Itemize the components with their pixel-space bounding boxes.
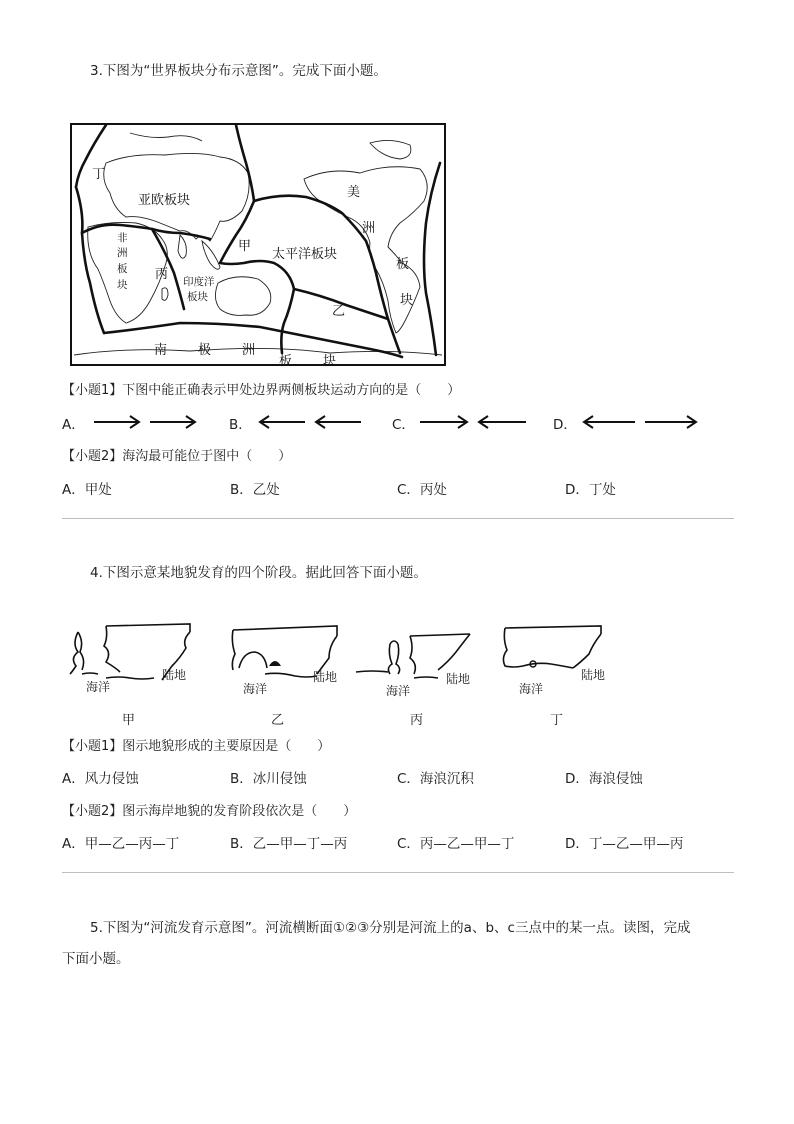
q3-sub1-stem: 【小题1】下图中能正确表示甲处边界两侧板块运动方向的是（ ）	[62, 383, 461, 398]
stage-yi-name: 乙	[271, 713, 285, 728]
stage-yi-sea-label: 海洋	[243, 682, 268, 696]
q3-sub2-option-b[interactable]: B．乙处	[230, 482, 280, 498]
option-c-label: C．	[392, 417, 415, 433]
map-label-american-1: 美	[347, 185, 361, 200]
cliff-stage-ding-drawing	[497, 618, 637, 693]
map-label-bing: 丙	[155, 267, 169, 282]
landform-stage-jia	[62, 618, 202, 730]
q3-title: 3.下图为“世界板块分布示意图”。完成下面小题。	[90, 63, 387, 79]
map-label-antarctic-3: 洲	[242, 343, 256, 358]
map-label-african-2: 洲	[117, 247, 128, 259]
q3-sub2-option-c[interactable]: C．丙处	[397, 482, 447, 498]
cliff-stage-bing-drawing	[352, 618, 492, 693]
map-label-indian-2: 板块	[187, 291, 208, 303]
q3-sub2-stem: 【小题2】海沟最可能位于图中（ ）	[62, 449, 292, 464]
q4-title: 4.下图示意某地貌发育的四个阶段。据此回答下面小题。	[90, 565, 427, 581]
map-label-american-3: 板	[396, 257, 410, 272]
map-label-yi: 乙	[332, 304, 346, 319]
q4-sub2-option-d[interactable]: D．丁—乙—甲—丙	[565, 836, 684, 852]
map-label-african-4: 块	[117, 279, 128, 291]
stage-yi-land-label: 陆地	[313, 670, 338, 684]
divider	[62, 872, 734, 873]
q4-sub1-stem: 【小题1】图示地貌形成的主要原因是（ ）	[62, 739, 331, 754]
stage-bing-land-label: 陆地	[446, 672, 471, 686]
map-label-pacific-plate: 太平洋板块	[272, 247, 338, 262]
q4-sub1-option-b[interactable]: B．冰川侵蚀	[230, 771, 307, 787]
q3-sub1-option-c[interactable]	[392, 412, 542, 432]
stage-ding-name: 丁	[550, 713, 564, 728]
q4-sub1-option-d[interactable]: D．海浪侵蚀	[565, 771, 643, 787]
q3-sub1-option-b[interactable]	[229, 412, 379, 432]
map-label-american-2: 洲	[362, 221, 376, 236]
stage-ding-sea-label: 海洋	[519, 682, 544, 696]
stage-bing-name: 丙	[410, 713, 424, 728]
world-plate-map	[70, 123, 446, 369]
map-label-american-4: 块	[400, 293, 414, 308]
landform-stage-ding	[497, 618, 637, 730]
landform-stage-yi	[225, 618, 365, 730]
option-a-label: A．	[62, 417, 85, 433]
arrow-pair-right-left-icon	[410, 412, 540, 432]
q4-sub2-option-a[interactable]: A．甲—乙—丙—丁	[62, 836, 180, 852]
arrow-pair-right-right-icon	[80, 412, 210, 432]
map-label-african-1: 非	[117, 232, 128, 244]
map-label-indian-1: 印度洋	[183, 276, 215, 288]
q4-sub2-option-c[interactable]: C．丙—乙—甲—丁	[397, 836, 515, 852]
map-label-eurasian-plate: 亚欧板块	[138, 193, 191, 208]
stage-bing-sea-label: 海洋	[386, 684, 411, 698]
stage-ding-land-label: 陆地	[581, 668, 606, 682]
arrow-pair-left-right-icon	[571, 412, 711, 432]
arrow-pair-left-left-icon	[247, 412, 377, 432]
map-label-jia: 甲	[238, 239, 252, 254]
option-d-label: D．	[553, 417, 577, 433]
divider	[62, 518, 734, 519]
stage-jia-sea-label: 海洋	[86, 680, 111, 694]
q5-title-line1: 5.下图为“河流发育示意图”。河流横断面①②③分别是河流上的a、b、c三点中的某一点。读图，完成	[90, 920, 691, 936]
map-label-antarctic-4: 板	[279, 354, 293, 369]
stage-jia-name: 甲	[122, 713, 136, 728]
q5-title-line2: 下面小题。	[62, 951, 130, 967]
stage-jia-land-label: 陆地	[162, 668, 187, 682]
q4-sub1-option-a[interactable]: A．风力侵蚀	[62, 771, 139, 787]
map-label-antarctic-1: 南	[154, 343, 168, 358]
landform-stage-bing	[352, 618, 492, 730]
q4-sub1-option-c[interactable]: C．海浪沉积	[397, 771, 474, 787]
q3-sub2-option-a[interactable]: A．甲处	[62, 482, 112, 498]
q3-sub1-option-d[interactable]	[553, 412, 713, 432]
map-label-antarctic-5: 块	[323, 354, 337, 369]
map-label-african-3: 板	[117, 263, 128, 275]
map-label-antarctic-2: 极	[198, 343, 212, 358]
option-b-label: B．	[229, 417, 252, 433]
q3-sub2-option-d[interactable]: D．丁处	[565, 482, 616, 498]
q4-sub2-stem: 【小题2】图示海岸地貌的发育阶段依次是（ ）	[62, 804, 357, 819]
q3-sub1-option-a[interactable]	[62, 412, 212, 432]
q4-sub2-option-b[interactable]: B．乙—甲—丁—丙	[230, 836, 348, 852]
map-label-ding: 丁	[92, 167, 106, 182]
